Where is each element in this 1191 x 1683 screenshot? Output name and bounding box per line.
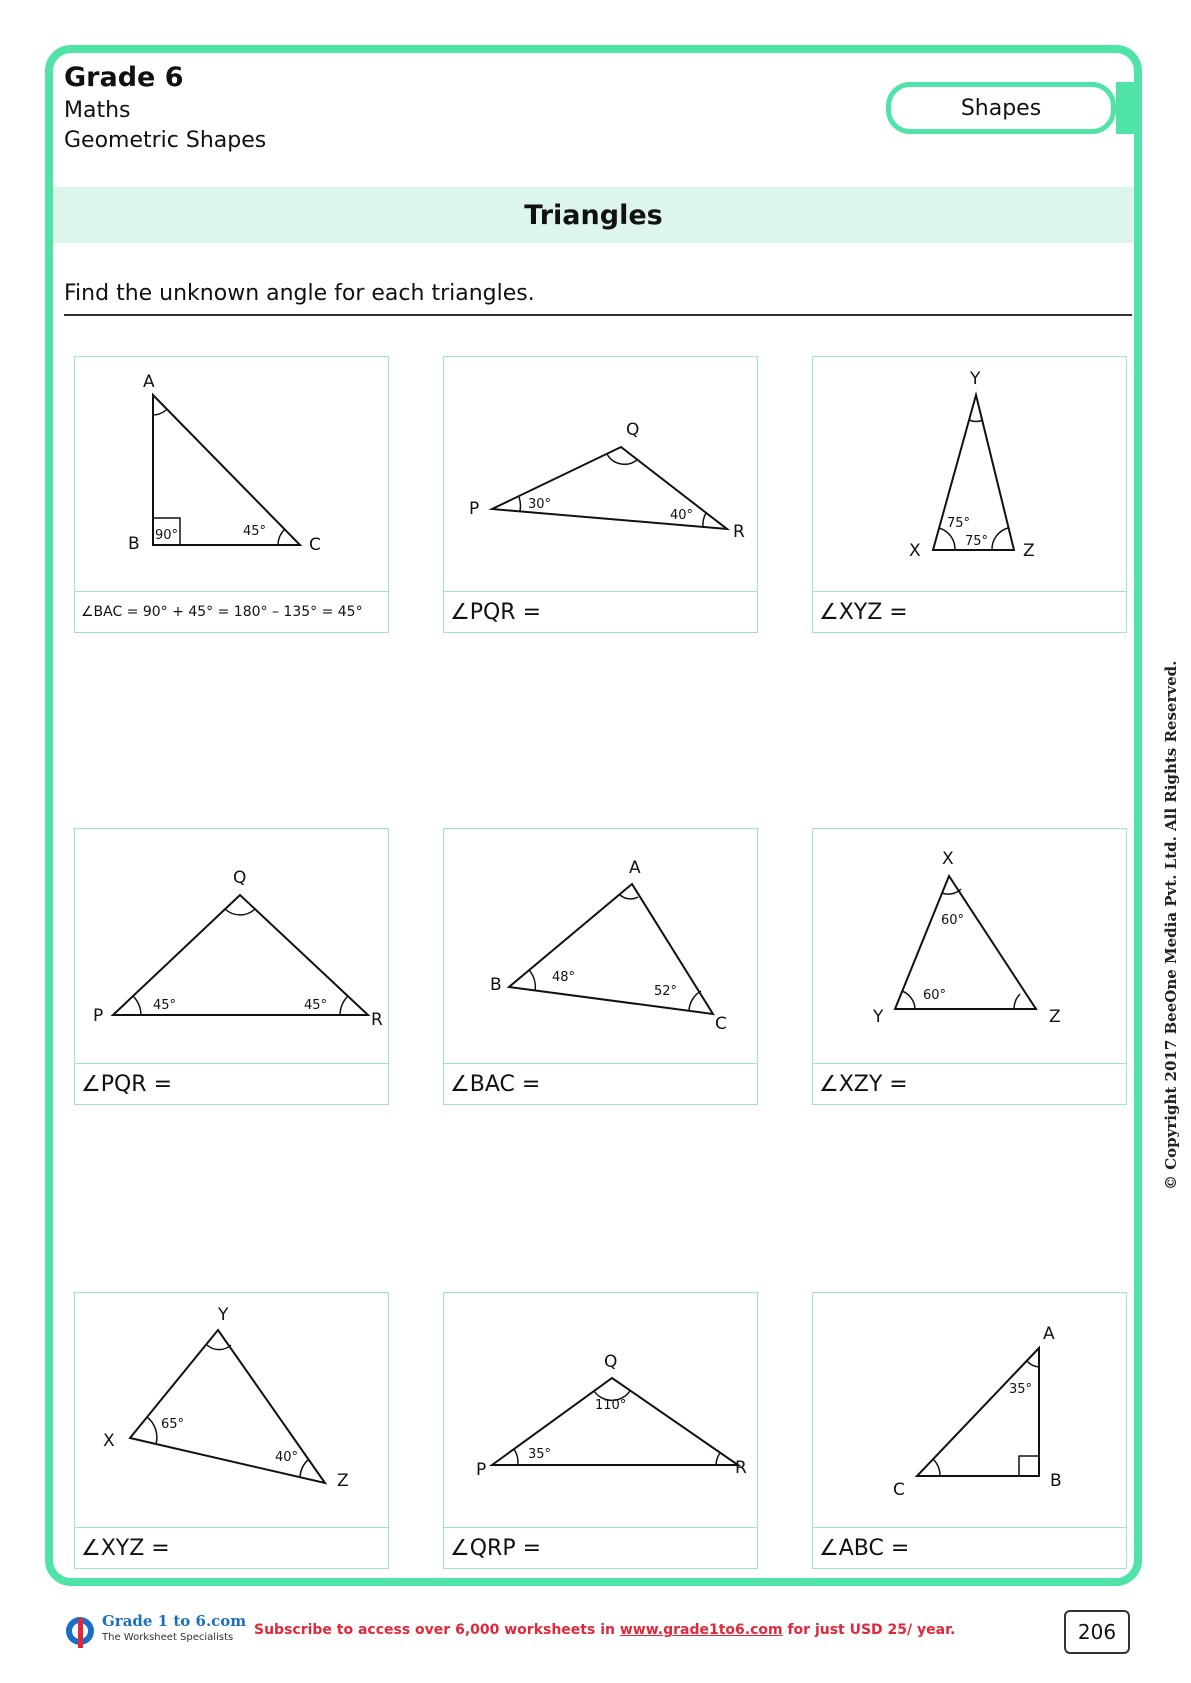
angle-label: 75° bbox=[947, 516, 971, 531]
vertex-label: Z bbox=[337, 1471, 349, 1491]
triangle-card-7 bbox=[74, 1292, 389, 1569]
vertex-label: R bbox=[735, 1458, 747, 1478]
angle-arc bbox=[300, 1459, 309, 1477]
vertex-label: Q bbox=[626, 420, 640, 440]
triangle-figure-7 bbox=[75, 1293, 390, 1529]
vertex-label: A bbox=[143, 372, 155, 392]
triangle-figure-4 bbox=[75, 829, 390, 1065]
vertex-label: P bbox=[476, 1460, 487, 1480]
page-title-band bbox=[53, 187, 1134, 243]
angle-label: 60° bbox=[941, 913, 965, 928]
vertex-label: Z bbox=[1049, 1007, 1061, 1027]
angle-label: 45° bbox=[304, 998, 328, 1013]
promo-post: for just USD 25/ year. bbox=[782, 1622, 956, 1638]
vertex-label: Y bbox=[970, 369, 981, 389]
angle-arc bbox=[1027, 1361, 1039, 1367]
triangle-card-5 bbox=[443, 828, 758, 1105]
angle-label: 60° bbox=[923, 988, 947, 1003]
angle-arc bbox=[933, 1459, 940, 1476]
angle-arc bbox=[902, 991, 915, 1009]
angle-arc bbox=[519, 497, 520, 511]
instruction: Find the unknown angle for each triangles. bbox=[64, 281, 535, 306]
copyright-notice: © Copyright 2017 BeeOne Media Pvt. Ltd. All Rights Reserved. bbox=[1162, 660, 1180, 1190]
brand-name[interactable]: Grade 1 to 6.com bbox=[102, 1612, 247, 1630]
triangle-figure-3 bbox=[813, 357, 1128, 593]
answer-field[interactable]: ∠PQR = bbox=[75, 1063, 388, 1104]
vertex-label: P bbox=[93, 1006, 104, 1026]
triangle-shape bbox=[153, 395, 300, 545]
vertex-label: Y bbox=[873, 1007, 884, 1027]
topic-tag-label: Shapes bbox=[960, 95, 1042, 121]
topic-tag bbox=[886, 82, 1116, 134]
angle-arc bbox=[969, 420, 983, 421]
vertex-label: C bbox=[893, 1480, 905, 1500]
vertex-label: X bbox=[103, 1431, 115, 1451]
topic-tag-tail bbox=[1116, 82, 1142, 134]
triangle-card-9 bbox=[812, 1292, 1127, 1569]
vertex-label: B bbox=[1050, 1471, 1062, 1491]
page-title: Triangles bbox=[524, 199, 663, 231]
angle-arc bbox=[703, 513, 706, 527]
angle-arc bbox=[207, 1345, 231, 1350]
angle-label: 35° bbox=[1009, 1382, 1033, 1397]
angle-arc bbox=[225, 909, 255, 915]
answer-field[interactable]: ∠ABC = bbox=[813, 1527, 1126, 1568]
angle-label: 40° bbox=[275, 1450, 299, 1465]
answer-field[interactable]: ∠XZY = bbox=[813, 1063, 1126, 1104]
angle-label: 65° bbox=[161, 1417, 185, 1432]
answer-field[interactable]: ∠PQR = bbox=[444, 591, 757, 632]
angle-arc bbox=[514, 1449, 518, 1465]
angle-arc bbox=[620, 895, 638, 899]
vertex-label: Y bbox=[218, 1305, 229, 1325]
angle-arc bbox=[529, 970, 535, 991]
vertex-label: A bbox=[629, 858, 641, 878]
answer-field[interactable]: ∠QRP = bbox=[444, 1527, 757, 1568]
instruction-rule bbox=[64, 314, 1132, 316]
triangle-card-1 bbox=[74, 356, 389, 633]
answer-field[interactable]: ∠BAC = 90° + 45° = 180° – 135° = 45° bbox=[75, 591, 388, 632]
vertex-label: C bbox=[309, 535, 321, 555]
triangle-figure-6 bbox=[813, 829, 1128, 1065]
promo-link[interactable]: www.grade1to6.com bbox=[619, 1622, 783, 1638]
angle-arc bbox=[716, 1453, 720, 1465]
angle-label: 40° bbox=[670, 508, 694, 523]
triangle-shape bbox=[933, 395, 1014, 550]
answer-field[interactable]: ∠XYZ = bbox=[75, 1527, 388, 1568]
vertex-label: X bbox=[909, 541, 921, 561]
vertex-label: Z bbox=[1023, 541, 1035, 561]
triangle-card-3 bbox=[812, 356, 1127, 633]
vertex-label: Q bbox=[233, 868, 247, 888]
triangle-shape bbox=[917, 1348, 1039, 1476]
angle-arc bbox=[340, 996, 348, 1015]
grade-label: Grade 6 bbox=[64, 62, 184, 93]
triangle-card-8 bbox=[443, 1292, 758, 1569]
angle-label: 75° bbox=[965, 534, 989, 549]
triangle-figure-1 bbox=[75, 357, 390, 593]
triangle-shape bbox=[509, 884, 713, 1014]
topic-label: Geometric Shapes bbox=[64, 128, 267, 153]
vertex-label: X bbox=[942, 849, 954, 869]
triangle-card-2 bbox=[443, 356, 758, 633]
triangle-card-6 bbox=[812, 828, 1127, 1105]
promo-text bbox=[254, 1622, 955, 1638]
vertex-label: A bbox=[1043, 1324, 1055, 1344]
brand-tagline: The Worksheet Specialists bbox=[102, 1632, 234, 1643]
vertex-label: R bbox=[733, 522, 745, 542]
angle-label: 110° bbox=[595, 1398, 627, 1413]
angle-label: 45° bbox=[153, 998, 177, 1013]
angle-arc bbox=[689, 991, 701, 1011]
angle-label: 35° bbox=[528, 1447, 552, 1462]
angle-label: 48° bbox=[552, 970, 576, 985]
triangle-card-4 bbox=[74, 828, 389, 1105]
triangle-figure-8 bbox=[444, 1293, 759, 1529]
vertex-label: C bbox=[715, 1014, 727, 1034]
angle-arc bbox=[1014, 994, 1020, 1009]
triangle-figure-9 bbox=[813, 1293, 1128, 1529]
angle-arc bbox=[133, 996, 141, 1015]
vertex-label: Q bbox=[604, 1352, 618, 1372]
angle-label: 90° bbox=[155, 528, 179, 543]
angle-arc bbox=[278, 530, 284, 545]
answer-field[interactable]: ∠XYZ = bbox=[813, 591, 1126, 632]
vertex-label: B bbox=[128, 534, 140, 554]
triangle-shape bbox=[895, 876, 1036, 1009]
promo-pre: Subscribe to access over 6,000 worksheets in bbox=[254, 1622, 620, 1638]
triangle-figure-5 bbox=[444, 829, 759, 1065]
angle-label: 30° bbox=[528, 497, 552, 512]
vertex-label: P bbox=[469, 499, 480, 519]
angle-arc bbox=[153, 410, 166, 415]
angle-label: 45° bbox=[243, 524, 267, 539]
angle-arc bbox=[992, 528, 1008, 550]
right-angle-mark bbox=[1019, 1456, 1039, 1476]
vertex-label: R bbox=[371, 1010, 383, 1030]
brand-logo-icon bbox=[64, 1612, 100, 1650]
vertex-label: B bbox=[490, 975, 502, 995]
angle-arc bbox=[939, 528, 955, 550]
angle-arc bbox=[147, 1417, 157, 1444]
answer-field[interactable]: ∠BAC = bbox=[444, 1063, 757, 1104]
page-number: 206 bbox=[1064, 1610, 1130, 1654]
subject-label: Maths bbox=[64, 98, 131, 123]
triangle-figure-2 bbox=[444, 357, 759, 593]
triangle-shape bbox=[113, 895, 368, 1015]
angle-label: 52° bbox=[654, 984, 678, 999]
